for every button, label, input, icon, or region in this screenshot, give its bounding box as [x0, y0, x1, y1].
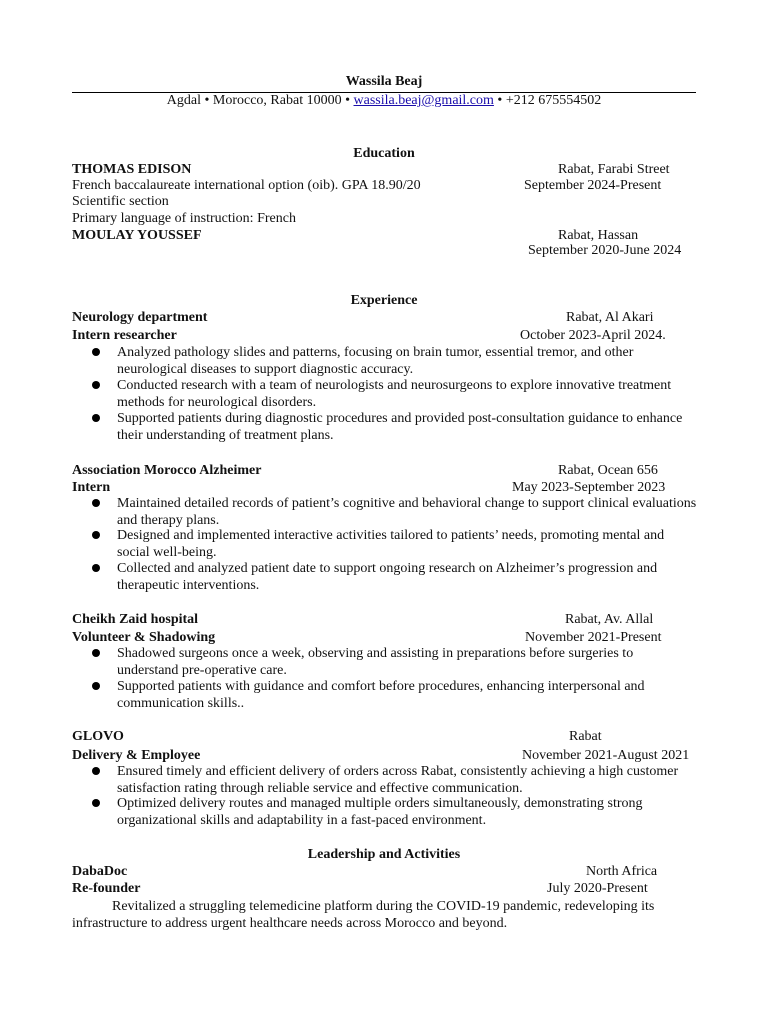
leadership-dates: July 2020-Present: [547, 881, 648, 896]
job2-bullet-1: Maintained detailed records of patient’s cognitive and behavioral change to support clinical evaluations and therapy plans.: [117, 496, 697, 528]
school2-location: Rabat, Hassan: [558, 228, 639, 243]
leadership-location: North Africa: [586, 864, 658, 879]
bullet-icon: [92, 767, 100, 775]
bullet-icon: [92, 414, 100, 422]
contact-phone: • +212 675554502: [493, 93, 602, 108]
job1-bullet-2: Conducted research with a team of neurologists and neurosurgeons to explore innovative treatment methods for neurological disorders.: [117, 378, 672, 410]
school1-program: French baccalaureate international option (oib). GPA 18.90/20: [72, 178, 421, 193]
job1-org: Neurology department: [72, 310, 208, 325]
job1-bullet-1: Analyzed pathology slides and patterns, focusing on brain tumor, essential tremor, and other neurological diseases to support diagnostic accuracy.: [117, 345, 634, 377]
school1-location: Rabat, Farabi Street: [558, 162, 670, 177]
job3-dates: November 2021-Present: [525, 630, 662, 645]
job3-bullet-2: Supported patients with guidance and comfort before procedures, enhancing interpersonal and communication skills..: [117, 679, 645, 711]
school1-section: Scientific section: [72, 194, 169, 209]
bullet-icon: [92, 531, 100, 539]
job2-location: Rabat, Ocean 656: [558, 463, 658, 478]
job3-role: Volunteer & Shadowing: [72, 630, 216, 645]
school1-language: Primary language of instruction: French: [72, 211, 296, 226]
leadership-heading: Leadership and Activities: [307, 847, 461, 862]
job2-role: Intern: [72, 480, 111, 495]
school1-dates: September 2024-Present: [524, 178, 662, 193]
experience-heading: Experience: [350, 293, 418, 308]
bullet-icon: [92, 682, 100, 690]
job3-bullet-1: Shadowed surgeons once a week, observing and assisting in preparations before surgeries to understand pre-operative care.: [117, 646, 634, 678]
school1-name: THOMAS EDISON: [72, 162, 192, 177]
leadership-org: DabaDoc: [72, 864, 128, 879]
bullet-icon: [92, 348, 100, 356]
education-heading: Education: [353, 146, 415, 161]
job2-bullet-3: Collected and analyzed patient date to support ongoing research on Alzheimer’s progression and therapeutic interventions.: [117, 561, 658, 593]
school2-dates: September 2020-June 2024: [528, 243, 682, 258]
school2-name: MOULAY YOUSSEF: [72, 228, 202, 243]
contact-line: [0, 93, 768, 109]
contact-address: Agdal • Morocco, Rabat 10000 •: [166, 93, 354, 108]
job3-location: Rabat, Av. Allal: [565, 612, 654, 627]
job4-bullet-1: Ensured timely and efficient delivery of orders across Rabat, consistently achieving a high customer satisfaction rating through reliable service and effective communication.: [117, 764, 679, 796]
job2-bullet-2: Designed and implemented interactive activities tailored to patients’ needs, promoting mental and social well-being.: [117, 528, 665, 560]
bullet-icon: [92, 564, 100, 572]
job4-role: Delivery & Employee: [72, 748, 201, 763]
job2-dates: May 2023-September 2023: [512, 480, 666, 495]
job4-org: GLOVO: [72, 729, 124, 744]
job4-bullet-2: Optimized delivery routes and managed multiple orders simultaneously, demonstrating strong organizational skills and adaptability in a fast-paced environment.: [117, 796, 643, 828]
bullet-icon: [92, 649, 100, 657]
leadership-role: Re-founder: [72, 881, 141, 896]
bullet-icon: [92, 499, 100, 507]
leadership-description: Revitalized a struggling telemedicine platform during the COVID-19 pandemic, redeveloping its infrastructure to address urgent healthcare needs across Morocco and beyond.: [72, 899, 655, 931]
job3-org: Cheikh Zaid hospital: [72, 612, 199, 627]
job1-role: Intern researcher: [72, 328, 177, 343]
resume-name: Wassila Beaj: [345, 74, 423, 89]
email-link[interactable]: wassila.beaj@gmail.com: [353, 93, 494, 108]
job1-dates: October 2023-April 2024.: [520, 328, 666, 343]
job1-bullet-3: Supported patients during diagnostic procedures and provided post-consultation guidance to enhance their understanding of treatment plans.: [117, 411, 683, 443]
bullet-icon: [92, 799, 100, 807]
job1-location: Rabat, Al Akari: [566, 310, 654, 325]
bullet-icon: [92, 381, 100, 389]
job4-dates: November 2021-August 2021: [522, 748, 690, 763]
job2-org: Association Morocco Alzheimer: [72, 463, 262, 478]
job4-location: Rabat: [569, 729, 602, 744]
